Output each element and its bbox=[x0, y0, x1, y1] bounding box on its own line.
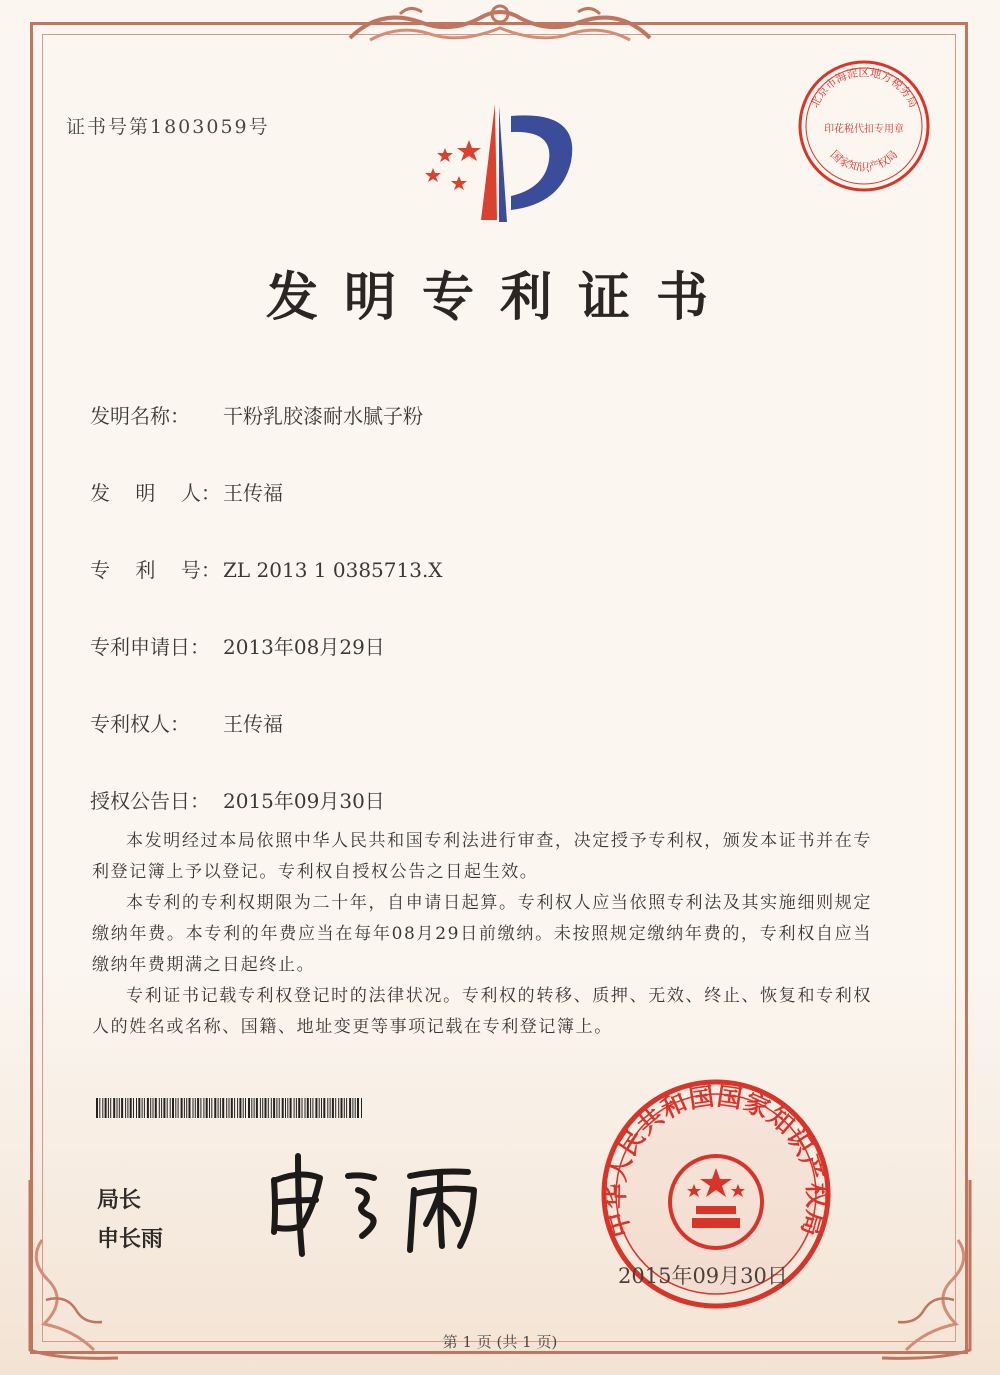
field-patentee bbox=[90, 708, 283, 737]
field-invention-name bbox=[90, 400, 423, 429]
tax-seal-bottom-text: 国家知识产权局 bbox=[827, 147, 901, 174]
director-signature bbox=[262, 1150, 502, 1260]
director-name: 申长雨 bbox=[97, 1227, 164, 1252]
field-application-date bbox=[90, 631, 385, 660]
field-label: 专利申请日： bbox=[90, 635, 210, 659]
certificate-statement bbox=[92, 826, 872, 1043]
certificate-number: 证书号第1803059号 bbox=[66, 116, 270, 138]
svg-text:国家知识产权局 bbox=[828, 148, 900, 174]
statement-paragraph: 本专利的专利权期限为二十年，自申请日起算。专利权人应当依照专利法及其实施细则规定缴纳年费。本专利的年费应当在每年08月29日前缴纳。未按照规定缴纳年费的，专利权自应当缴纳年费期满之日起终止。 bbox=[92, 893, 872, 975]
field-label: 授权公告日： bbox=[90, 789, 210, 813]
seal-date: 2015年09月30日 bbox=[618, 1264, 788, 1288]
statement-paragraph: 本发明经过本局依照中华人民共和国专利法进行审查，决定授予专利权，颁发本证书并在专利登记簿上予以登记。专利权自授权公告之日起生效。 bbox=[92, 831, 872, 882]
field-inventor bbox=[90, 477, 283, 506]
statement-paragraph: 专利证书记载专利权登记时的法律状况。专利权的转移、质押、无效、终止、恢复和专利权人的姓名或名称、国籍、地址变更等事项记载在专利登记簿上。 bbox=[92, 986, 872, 1037]
field-value: 王传福 bbox=[223, 712, 283, 736]
field-label: 专利权人： bbox=[90, 712, 190, 736]
field-value: ZL 2013 1 0385713.X bbox=[223, 558, 443, 582]
patent-office-logo bbox=[415, 100, 585, 230]
field-grant-date bbox=[90, 785, 385, 814]
field-patent-number bbox=[90, 554, 443, 583]
barcode bbox=[96, 1098, 364, 1118]
field-label: 发 明 人： bbox=[90, 481, 221, 505]
field-label: 专 利 号： bbox=[90, 558, 221, 582]
field-value: 2015年09月30日 bbox=[223, 789, 385, 813]
field-value: 干粉乳胶漆耐水腻子粉 bbox=[223, 404, 423, 428]
director-title: 局长 bbox=[97, 1188, 142, 1213]
top-ornament bbox=[340, 0, 660, 50]
tax-seal-inner-text: 印花税代扣专用章 bbox=[824, 124, 904, 135]
tax-seal-outer-text: 北京市海淀区地方税务局 bbox=[807, 66, 921, 110]
field-label: 发明名称： bbox=[90, 404, 190, 428]
field-value: 2013年08月29日 bbox=[223, 635, 385, 659]
tax-stamp-seal bbox=[794, 56, 934, 196]
page-number: 第 1 页 (共 1 页) bbox=[442, 1333, 558, 1351]
seal-text: 中华人民共和国国家知识产权局 bbox=[600, 1081, 832, 1241]
document-title: 发明专利证书 bbox=[265, 268, 734, 328]
svg-text:北京市海淀区地方税务局 bbox=[808, 65, 920, 109]
field-value: 王传福 bbox=[223, 481, 283, 505]
